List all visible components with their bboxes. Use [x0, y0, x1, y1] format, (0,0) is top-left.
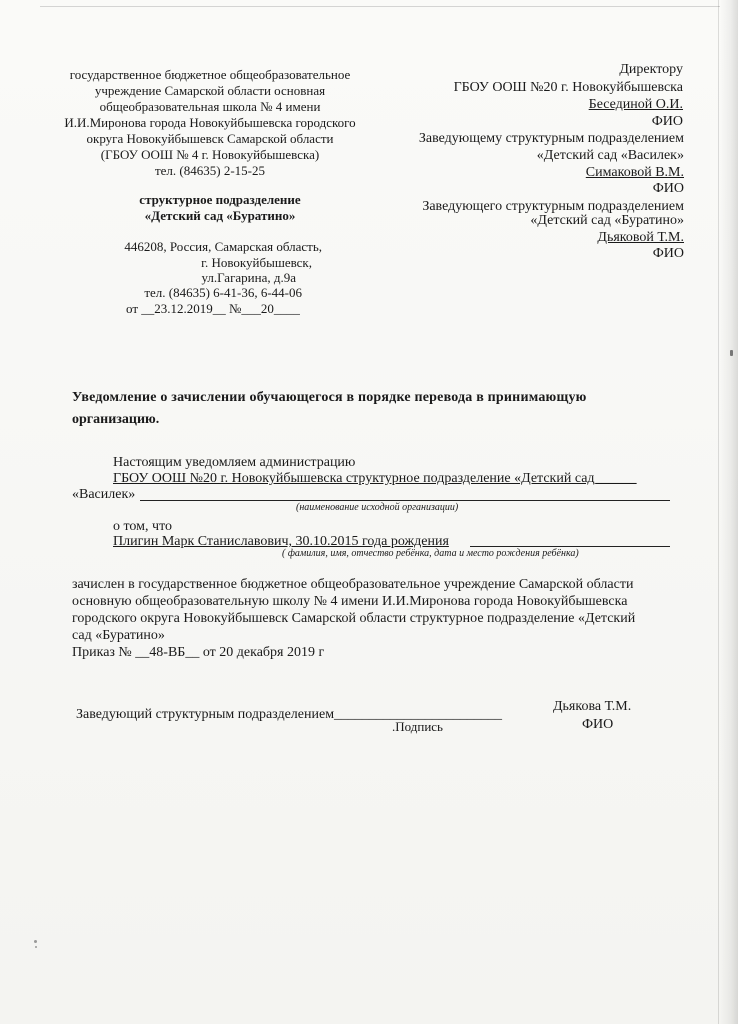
scan-shadow: [720, 0, 738, 1024]
address-line: г. Новокуйбышевск,: [201, 255, 312, 270]
document-heading: Уведомление о зачислении обучающегося в порядке перевода в принимающую: [72, 390, 587, 405]
sender-org-line: И.И.Миронова города Новокуйбышевска городского: [64, 115, 356, 130]
address-line: тел. (84635) 6-41-36, 6-44-06: [144, 285, 302, 300]
student-underline: [470, 546, 670, 547]
recipient-3-org: «Детский сад «Буратино»: [530, 213, 684, 228]
recipient-1-name: Бесединой О.И.: [588, 97, 683, 112]
recipient-1-fio: ФИО: [651, 114, 683, 129]
sender-org-line: округа Новокуйбышевск Самарской области: [86, 131, 334, 146]
enrolled-line: зачислен в государственное бюджетное общеобразовательное учреждение Самарской области: [72, 577, 634, 592]
enrolled-line: основную общеобразовательную школу № 4 имени И.И.Миронова города Новокуйбышевска: [72, 594, 628, 609]
signature-caption: .Подпись: [392, 719, 443, 734]
signature-name: Дьякова Т.М.: [553, 699, 632, 714]
document-heading-cont: организацию.: [72, 412, 160, 427]
sender-org-line: общеобразовательная школа № 4 имени: [99, 99, 321, 114]
recipient-3-name: Дьяковой Т.М.: [597, 230, 684, 245]
division-line: структурное подразделение: [139, 192, 301, 207]
recipient-2-title: Заведующему структурным подразделением: [418, 131, 684, 146]
enrolled-line: сад «Буратино»: [72, 628, 165, 643]
sender-org-line: государственное бюджетное общеобразовательное: [69, 67, 351, 82]
sender-phone: тел. (84635) 2-15-25: [154, 163, 265, 178]
recipient-2-fio: ФИО: [652, 181, 684, 196]
scan-speck: [34, 940, 37, 943]
signature-fio: ФИО: [582, 717, 614, 732]
sender-org-line: (ГБОУ ООШ № 4 г. Новокуйбышевска): [100, 147, 320, 162]
scan-speck: [730, 350, 733, 356]
scan-speck: [35, 946, 37, 948]
source-org-line2: «Василек»: [72, 487, 136, 502]
student-info: Плигин Марк Станиславович, 30.10.2015 года рождения: [113, 534, 449, 549]
enrolled-line: городского округа Новокуйбышевск Самарской области структурное подразделение «Детский: [72, 611, 636, 626]
source-org-caption: (наименование исходной организации): [296, 502, 459, 513]
recipient-3-title: Заведующего структурным подразделением: [422, 199, 684, 214]
about-text: о том, что: [113, 519, 173, 534]
source-org-underline: [140, 500, 670, 501]
recipient-3-fio: ФИО: [652, 246, 684, 261]
recipient-1-title: Директору: [619, 62, 683, 77]
sender-org-line: учреждение Самарской области основная: [94, 83, 326, 98]
recipient-2-name: Симаковой В.М.: [585, 165, 684, 180]
address-line: 446208, Россия, Самарская область,: [124, 239, 322, 254]
division-line: «Детский сад «Буратино»: [144, 208, 296, 223]
signature-position: Заведующий структурным подразделением________________________: [76, 707, 503, 722]
address-line: ул.Гагарина, д.9а: [201, 270, 296, 285]
scan-edge-top: [40, 6, 720, 7]
recipient-1-org: ГБОУ ООШ №20 г. Новокуйбышевска: [453, 80, 683, 95]
source-org-line1: ГБОУ ООШ №20 г. Новокуйбышевска структурное подразделение «Детский сад______: [113, 471, 637, 486]
outgoing-date-number: от __23.12.2019__ №___20____: [126, 301, 300, 316]
recipient-2-org: «Детский сад «Василек»: [536, 148, 684, 163]
order-line: Приказ № __48-ВБ__ от 20 декабря 2019 г: [72, 645, 325, 660]
student-caption: ( фамилия, имя, отчество ребёнка, дата и место рождения ребёнка): [282, 548, 579, 559]
scan-edge-right: [718, 0, 719, 1024]
notify-text: Настоящим уведомляем администрацию: [113, 455, 356, 470]
